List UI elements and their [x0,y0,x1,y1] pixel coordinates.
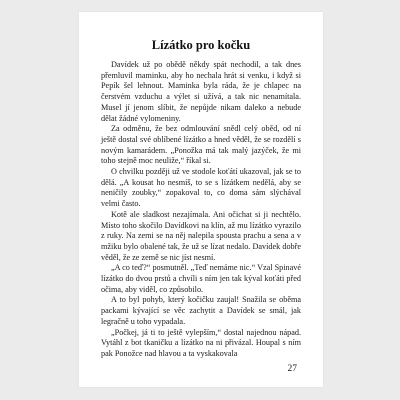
paragraph-1: Davídek už po obědě někdy spát nechodil, a tak dnes přemluvil maminku, aby ho nechala hrát si venku, i když si Pepík šel lehnout. Maminka byla ráda, že je chlapec na čerstvém vzduchu a výlet si užívá, a tak nic nenamítala. Musel jí jenom slíbit, že nepůjde nikam daleko a nebude dělat žádné vylomeniny. [101,60,301,123]
paragraph-5: „A co teď?“ posmutněl. „Teď nemáme nic.“ Vzal Spinavé lízátko do dvou prstů a chvíli s ním jen tak kýval koťáti před očima, aby viděl, co způsobilo. [101,263,301,294]
paragraph-3: O chvilku později už ve stodole koťátí ukazoval, jak se to dělá. „A kousat ho nesmíš, to se s lízátkem nedělá, aby se neničily zoubky,“ zopakoval to, co doma sám slýchával velmi často. [101,167,301,209]
paragraph-7: „Počkej, já ti to ještě vylepším,“ dostal najednou nápad. Vytáhl z bot tkaničku a lízátko na ni přivázal. Houpal s ním pak Ponožce nad hlavou a ta vyskakovala [101,327,301,358]
paragraph-2: Za odměnu, že bez odmlouvání snědl celý oběd, od ní ještě dostal své oblíbené lízátko a hned věděl, že se rozdělí s novým kamarádem. „Ponožka má tak malý jazýček, že mi toho stejně moc neuliže,“ říkal si. [101,124,301,166]
chapter-title: Lízátko pro kočku [151,38,251,52]
paragraph-4: Kotě ale sladkost nezajímala. Ani očichat si ji nechtělo. Místo toho skočilo Davídkovi na klín, až mu lízátko vyrazilo z ruky. Na zemi se na něj nalepila spousta prachu a sena a v mžiku bylo obalené tak, že už se lízat nedalo. Davídek dobře věděl, že ze země se nic jíst nesmí. [101,209,301,262]
paragraph-6: A to byl pohyb, který kočičku zaujal! Snažila se oběma packami kývající se věc zachytit a Davídek se smál, jak legračně u toho vypadala. [101,295,301,326]
page-number: 27 [287,364,297,374]
book-page [79,12,323,387]
chapter-body [101,60,301,360]
